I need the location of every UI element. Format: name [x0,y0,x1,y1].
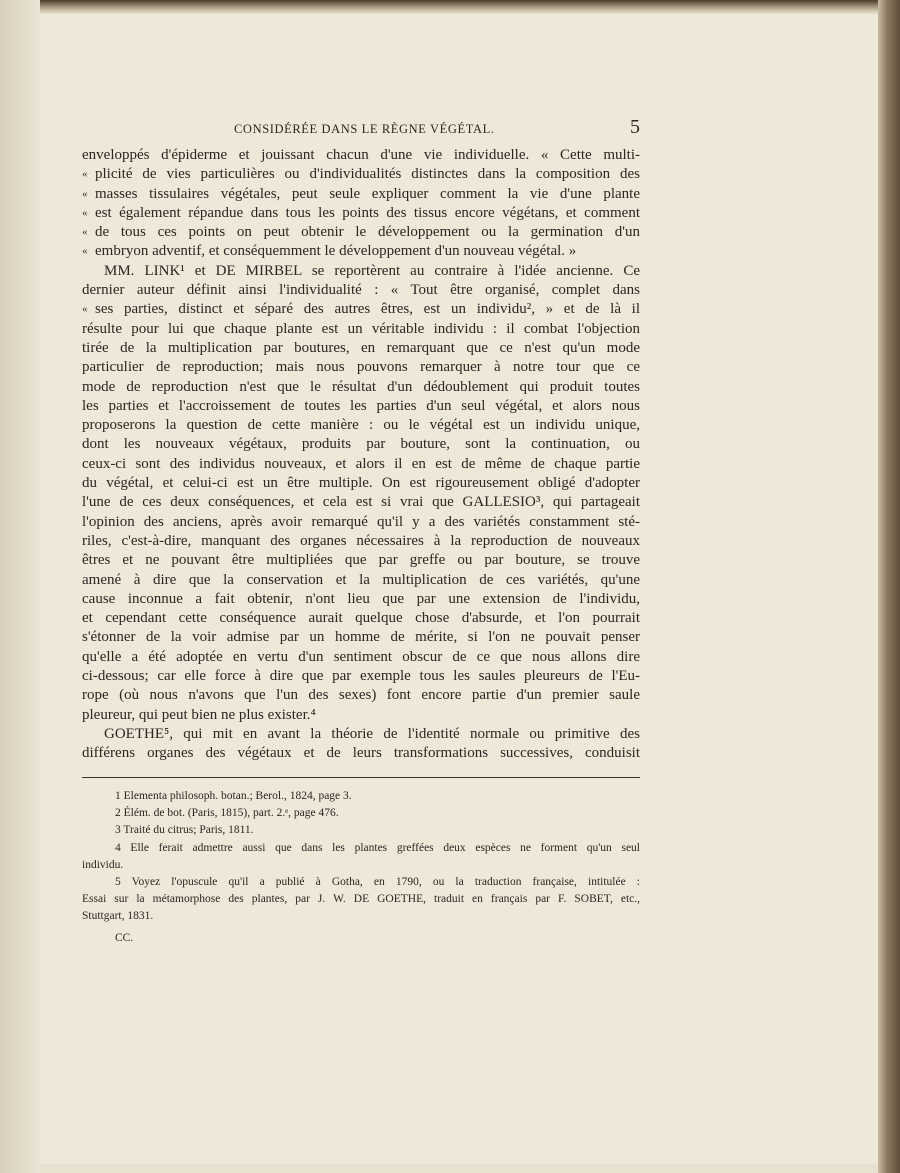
body-line: GOETHE⁵, qui mit en avant la théorie de l'identité normale ou primitive des [104,725,640,742]
body-line-quoted: « embryon adventif, et conséquemment le développement d'un nouveau végétal. » [82,242,640,261]
book-gutter [0,0,40,1173]
body-line: rope (où nous n'avons que l'un des sexes) font encore partie d'un premier saule [82,687,640,704]
body-line: tirée de la multiplication par boutures, en remarquant que ce n'est qu'un mode [82,339,640,356]
body-line: enveloppés d'épiderme et jouissant chacun d'une vie individuelle. « Cette multi- [82,147,640,163]
body-line-quoted: « masses tissulaires végétales, peut seule expliquer comment la vie d'une plante [82,185,640,204]
footnote: 2 Élém. de bot. (Paris, 1815), part. 2.ᵉ, page 476. [115,807,339,820]
printer-signature: CC. [115,931,134,944]
book-page-edges [878,0,900,1173]
body-line: êtres et ne pouvant être multipliées que par greffe ou par bouture, se trouve [82,552,640,569]
body-line-quoted: « de tous ces points on peut obtenir le développement ou la germination d'un [82,223,640,242]
body-line: amené à dire que la conservation et la multiplication de ces variétés, qu'une [82,571,640,588]
running-header [82,118,640,142]
body-line: du végétal, et celui-ci est un être multiple. On est rigoureusement obligé d'adopter [82,475,640,492]
quote-mark: « [82,168,88,181]
footnote: 4 Elle ferait admettre aussi que dans les plantes greffées deux espèces ne forment qu'un seul [115,841,640,854]
body-line-quoted: « est également répandue dans tous les points des tissus encore végétans, et comment [82,204,640,223]
body-line: proposerons la question de cette manière : ou le végétal est un individu unique, [82,417,640,434]
quote-mark: « [82,245,88,258]
body-line: dernier auteur définit ainsi l'individualité : « Tout être organisé, complet dans [82,282,640,299]
quote-mark: « [82,187,88,200]
footnotes [82,788,640,944]
body-line: cause inconnue a fait obtenir, n'ont lieu que par une extension de l'individu, [82,590,640,607]
footnote: 1 Elementa philosoph. botan.; Berol., 1824, page 3. [115,790,352,802]
body-text [82,146,640,764]
body-line: ceux-ci sont des individus nouveaux, et alors il en est de même de chaque partie [82,455,640,472]
quote-mark: « [82,303,88,316]
footnote-continuation: Essai sur la métamorphose des plantes, par J. W. DE GOETHE, traduit en français par F. SOBET, etc., [82,893,640,906]
quote-mark: « [82,226,88,239]
body-line-quoted: « ses parties, distinct et séparé des autres êtres, est un individu², » et de là il [82,300,640,319]
book-top-edge [0,0,900,14]
quote-mark: « [82,206,88,219]
body-line: l'opinion des anciens, après avoir remarqué qu'il y a des variétés constamment sté- [82,513,640,530]
body-line: qu'elle a été adoptée en vertu d'un sentiment obscur de ce que nous allons dire [82,648,640,665]
body-line: riles, c'est-à-dire, manquant des organes nécessaires à la reproduction de nouveaux [82,532,640,549]
body-line: MM. LINK¹ et DE MIRBEL se reportèrent au contraire à l'idée ancienne. Ce [104,262,640,279]
footnote-rule [82,777,640,778]
body-line: ci-dessous; car elle force à dire que par exemple tous les saules pleureurs de l'Eu- [82,668,640,685]
footnote: 5 Voyez l'opuscule qu'il a publié à Gotha, en 1790, ou la traduction française, intitulée : [115,876,640,889]
body-line: résulte pour lui que chaque plante est un véritable individu : il combat l'objection [82,320,640,337]
footnote-continuation: Stuttgart, 1831. [82,910,154,923]
body-line: s'étonner de la voir admise par un homme de mérite, si l'on ne pouvait penser [82,629,640,646]
body-line: mode de reproduction n'est que le résultat d'un dédoublement qui produit toutes [82,378,640,395]
running-title: CONSIDÉRÉE DANS LE RÈGNE VÉGÉTAL. [234,122,495,136]
body-line-quoted: « plicité de vies particulières ou d'individualités distinctes dans la composition des [82,165,640,184]
body-line: dont les nouveaux végétaux, produits par bouture, sont la continuation, ou [82,436,640,453]
page-number: 5 [630,116,640,138]
body-line: les parties et l'accroissement de toutes les parties d'un seul végétal, et alors nous [82,397,640,414]
body-line: différens organes des végétaux et de leurs transformations successives, conduisit [82,745,640,762]
body-line: particulier de reproduction; mais nous pouvons remarquer à notre tour que ce [82,359,640,376]
footnote: 3 Traité du citrus; Paris, 1811. [115,824,254,837]
footnote-continuation: individu. [82,858,124,871]
body-line: l'une de ces deux conséquences, et cela est si vrai que GALLESIO³, qui partageait [82,494,640,511]
body-line: et cependant cette conséquence aurait quelque chose d'absurde, et l'on pourrait [82,610,640,627]
body-line: pleureur, qui peut bien ne plus exister.⁴ [82,706,316,723]
